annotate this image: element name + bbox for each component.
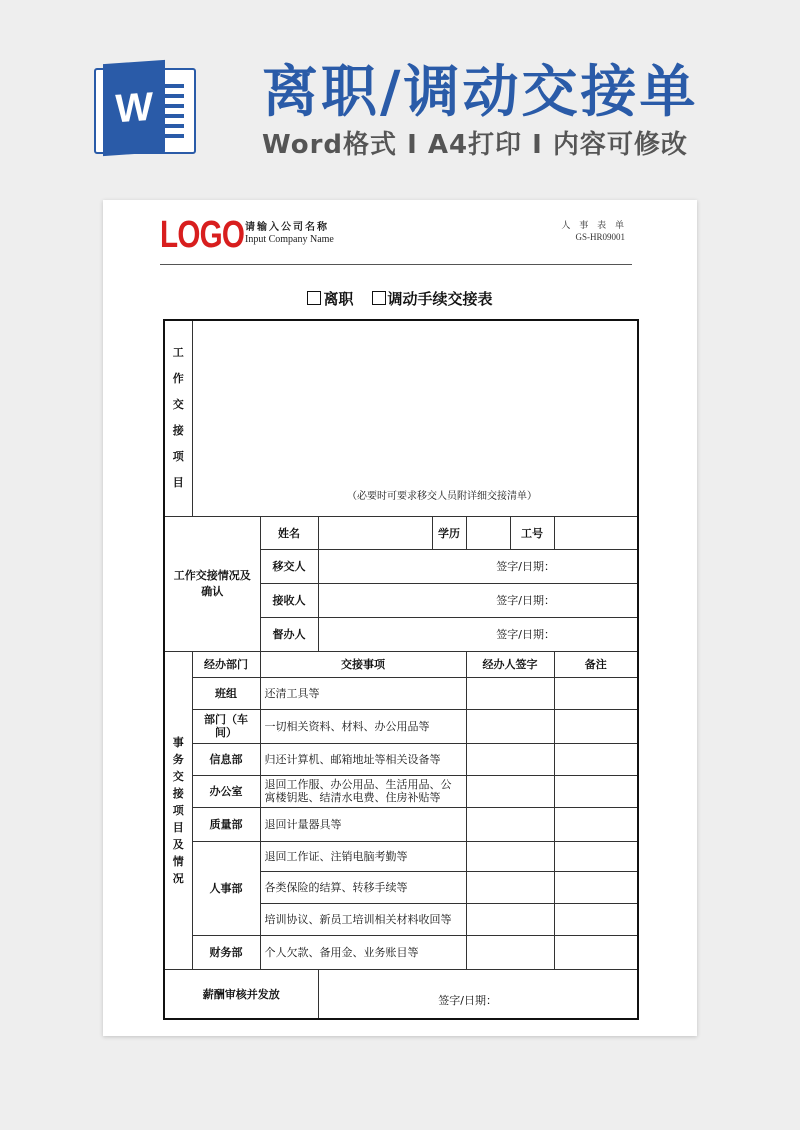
name-label: 姓名: [260, 516, 318, 549]
table-row: [164, 841, 638, 871]
signer-cell[interactable]: [466, 935, 554, 969]
dept-cell: 班组: [192, 677, 260, 709]
item-cell: 还清工具等: [260, 677, 466, 709]
handover-table-wrap: [163, 319, 637, 1020]
form-code: GS-HR09001: [575, 232, 625, 242]
document-sheet: [103, 200, 697, 1036]
handover-table: [163, 319, 639, 1020]
remark-cell[interactable]: [554, 677, 638, 709]
name-field[interactable]: [318, 516, 432, 549]
item-cell: 培训协议、新员工培训相关材料收回等: [260, 903, 466, 935]
signer-cell[interactable]: [466, 743, 554, 775]
salary-label: 薪酬审核并发放: [164, 969, 318, 1019]
salary-sign[interactable]: 签字/日期：: [318, 969, 638, 1019]
employee-id-label: 工号: [510, 516, 554, 549]
resign-label: 离职: [323, 290, 354, 308]
item-cell: 各类保险的结算、转移手续等: [260, 871, 466, 903]
affairs-label: 事 务 交 接 项 目 及 情 况: [164, 651, 192, 969]
dept-cell: 部门（车间）: [192, 709, 260, 743]
remark-cell[interactable]: [554, 871, 638, 903]
item-cell: 退回工作证、注销电脑考勤等: [260, 841, 466, 871]
company-name-cn: 请输入公司名称: [245, 222, 329, 233]
signer-cell[interactable]: [466, 871, 554, 903]
work-items-label: 工 作 交 接 项 目: [164, 320, 192, 516]
table-row: [164, 743, 638, 775]
signer-cell[interactable]: [466, 775, 554, 807]
confirm-role: 督办人: [260, 617, 318, 651]
dept-cell: 财务部: [192, 935, 260, 969]
signer-cell[interactable]: [466, 807, 554, 841]
table-row: [164, 677, 638, 709]
remark-cell[interactable]: [554, 841, 638, 871]
education-field[interactable]: [466, 516, 510, 549]
word-logo-icon: W: [103, 60, 165, 156]
promo-banner: [0, 0, 800, 195]
banner-subtitle: Word格式 I A4打印 I 内容可修改: [262, 130, 688, 160]
table-row: [164, 709, 638, 743]
remark-cell[interactable]: [554, 935, 638, 969]
item-cell: 个人欠款、备用金、业务账目等: [260, 935, 466, 969]
signer-cell[interactable]: [466, 677, 554, 709]
table-row: [164, 807, 638, 841]
confirm-sign[interactable]: 签字/日期：: [318, 583, 638, 617]
employee-id-field[interactable]: [554, 516, 638, 549]
confirm-role: 移交人: [260, 549, 318, 583]
header-divider: [160, 264, 632, 265]
remark-cell[interactable]: [554, 743, 638, 775]
item-cell: 退回工作服、办公用品、生活用品、公寓楼钥匙、结清水电费、住房补贴等: [260, 775, 466, 807]
col-header-remark: 备注: [554, 651, 638, 677]
confirm-sign[interactable]: 签字/日期：: [318, 617, 638, 651]
remark-cell[interactable]: [554, 709, 638, 743]
form-category: 人 事 表 单: [561, 221, 627, 231]
col-header-dept: 经办部门: [192, 651, 260, 677]
resign-checkbox[interactable]: [307, 291, 321, 305]
table-row: [164, 775, 638, 807]
item-cell: 归还计算机、邮箱地址等相关设备等: [260, 743, 466, 775]
remark-cell[interactable]: [554, 903, 638, 935]
dept-cell: 办公室: [192, 775, 260, 807]
transfer-label: 调动手续交接表: [387, 290, 493, 308]
dept-cell: 质量部: [192, 807, 260, 841]
transfer-checkbox[interactable]: [372, 291, 386, 305]
col-header-item: 交接事项: [260, 651, 466, 677]
form-title: [103, 288, 697, 309]
item-cell: 退回计量器具等: [260, 807, 466, 841]
company-name-en: Input Company Name: [245, 234, 334, 245]
signer-cell[interactable]: [466, 709, 554, 743]
company-logo: LOGO: [160, 214, 245, 256]
col-header-signer: 经办人签字: [466, 651, 554, 677]
banner-title: 离职/调动交接单: [262, 60, 699, 125]
item-cell: 一切相关资料、材料、办公用品等: [260, 709, 466, 743]
signer-cell[interactable]: [466, 903, 554, 935]
education-label: 学历: [432, 516, 466, 549]
confirm-label: 工作交接情况及确认: [164, 516, 260, 651]
dept-cell: 信息部: [192, 743, 260, 775]
confirm-role: 接收人: [260, 583, 318, 617]
remark-cell[interactable]: [554, 775, 638, 807]
table-row: [164, 935, 638, 969]
signer-cell[interactable]: [466, 841, 554, 871]
remark-cell[interactable]: [554, 807, 638, 841]
work-items-note: （必要时可要求移交人员附详细交接清单）: [347, 490, 537, 502]
dept-cell: 人事部: [192, 841, 260, 935]
confirm-sign[interactable]: 签字/日期：: [318, 549, 638, 583]
work-items-area[interactable]: [192, 320, 638, 516]
